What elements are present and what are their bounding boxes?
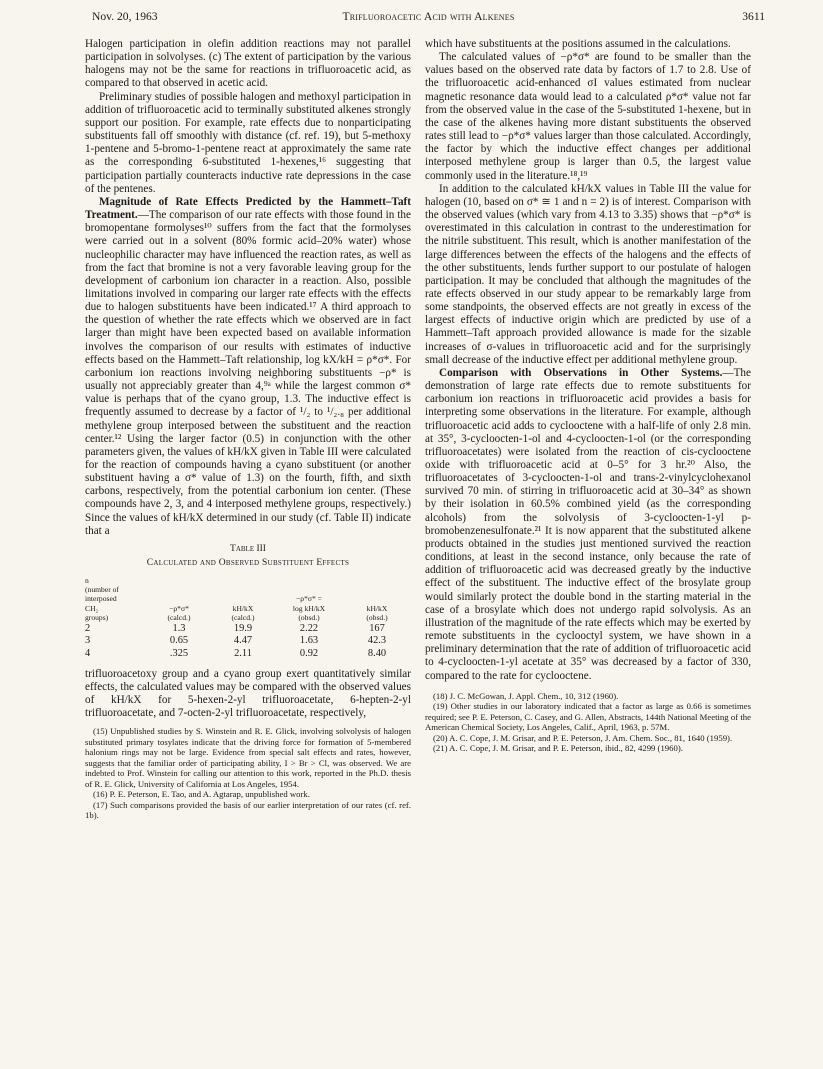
left-column bbox=[85, 38, 411, 821]
table-cell: 1.3 bbox=[172, 622, 186, 634]
section-body: —The comparison of our rate effects with those found in the bromopentane formolyses¹⁰ suffers from the fact that the formolyses were carried out in a solvent (80% formic acid–20% water) whose nucleophilic character may have influenced the reaction rates, as well as from the fact that bromine is not a very favorable leaving group for the development of carbonium ion character in a reaction. Also, possible limitations involved in comparing our larger rate effects with the effects due to halogen substituents have been indicated.¹⁷ A third approach to the question of whether the rate effects which we observed are in fact larger than might have been expected based on available information involves the comparison of our results with estimates of inductive effects based on the Hammett–Taft relationship, log kX/kH = ρ*σ*. For carbonium ion reactions involving neighboring substituents −ρ* is usually not appreciably greater than 4,⁹ᵃ while the largest common σ* value is perhaps that of the cyano group, 1.3. The inductive effect is frequently assumed to decrease by a factor of ¹/₂ to ¹/₂.₈ per additional methylene group interposed between the substituent and the reaction center.¹² Using the larger factor (0.5) in conjunction with the other parameters given, the values of kH/kX given in Table III were calculated for the reaction of compounds having a cyano substituent (or another substituent having a σ* value of 1.3) on the fourth, fifth, and sixth carbons, respectively, from the potential carbonium ion center. (These compounds have 2, 3, and 4 interposed methylene groups, respectively.) Since the values of kH/kX determined in our study (cf. Table II) indicate that a bbox=[85, 209, 411, 537]
paragraph: Halogen participation in olefin addition reactions may not parallel participation in solvolyses. (c) The extent of participation by the various halogens may not be the same for reactions in trifluoroacetic acid, as compared to that observed in acetic acid. bbox=[85, 38, 411, 90]
table-header-cell: kH/kX (calcd.) bbox=[231, 603, 255, 622]
footnote: (19) Other studies in our laboratory indicated that a factor as large as 0.66 is sometimes required; see P. E. Peterson, C. Casey, and G. Allen, Abstracts, 144th National Meeting of the American Chemical Society, Los Angeles, Calif., April, 1963, p. 57M. bbox=[425, 701, 751, 733]
paragraph: trifluoroacetoxy group and a cyano group exert quantitatively similar effects, the calculated values may be compared with the observed values of kH/kX for 5-hexen-2-yl trifluoroacetate, 6-hepten-2-yl trifluoroacetate, and 7-octen-2-yl trifluoroacetate, respectively, bbox=[85, 667, 411, 720]
footnote: (18) J. C. McGowan, J. Appl. Chem., 10, 312 (1960). bbox=[433, 690, 619, 701]
table-body bbox=[85, 623, 411, 660]
header-title: Trifluoroacetic Acid with Alkenes bbox=[342, 10, 515, 23]
footnote: (17) Such comparisons provided the basis of our earlier interpretation of our rates (cf. ref. 1b). bbox=[85, 799, 411, 821]
right-column bbox=[425, 38, 751, 754]
footnote: (20) A. C. Cope, J. M. Grisar, and P. E. Peterson, J. Am. Chem. Soc., 81, 1640 (1959). bbox=[433, 732, 733, 743]
table-header-cell: n (number of interposed CH₂ groups) bbox=[85, 575, 119, 622]
table-row bbox=[85, 635, 411, 647]
table-header-row bbox=[85, 576, 411, 622]
table-cell: 1.63 bbox=[299, 635, 319, 647]
paragraph: In addition to the calculated kH/kX values in Table III the value for halogen (10, based on σ* ≅ 1 and n = 2) is of interest. Comparison with the observed values (which vary from 4.13 to 3.35) shows that −ρ*σ* is overestimated in this calculation in contrast to the underestimation for the nitrile substituent. This result, which is another manifestation of the large differences between the effects of the halogens and the effects of the other substituents, lends further support to our postulate of halogen participation. It may be concluded that although the magnitudes of the rate effects observed in our study appear to be remarkably large from some standpoints, the observed effects are not greatly in excess of the largest effects of inductive origin which are predicted by use of a Hammett–Taft approach provided allowance is made for the sizable increases of σ-values in trifluoroacetic acid and for the surprisingly small decrease of the inductive effect per additional methylene group. bbox=[425, 182, 751, 366]
table-cell: 19.9 bbox=[233, 622, 253, 634]
paragraph: Preliminary studies of possible halogen and methoxyl participation in addition of trifluoroacetic acid to terminally substituted alkenes strongly support our position. For example, rate effects due to nonparticipating substituents fall off smoothly with distance (cf. ref. 19), but 5-methoxy 1-pentene and 5-bromo-1-pentene react at approximately the same rate as the corresponding 6-substituted 1-hexenes,¹⁶ suggesting that participation partially counteracts inductive rate depressions in the case of the pentenes. bbox=[85, 90, 411, 195]
table-iii bbox=[85, 544, 411, 660]
table-cell: 0.65 bbox=[169, 635, 189, 647]
footnotes-right bbox=[425, 691, 751, 754]
footnote: (21) A. C. Cope, J. M. Grisar, and P. E. Peterson, ibid., 82, 4299 (1960). bbox=[433, 743, 683, 754]
section-paragraph bbox=[425, 367, 751, 683]
section-heading: Comparison with Observations in Other Systems. bbox=[439, 366, 723, 379]
section-heading: Magnitude of Rate Effects Predicted by the Hammett–Taft Treatment. bbox=[85, 195, 411, 222]
table-row bbox=[85, 623, 411, 635]
paragraph: The calculated values of −ρ*σ* are found to be smaller than the values based on the observed rate data by factors of 1.7 to 2.8. Use of the trifluoroacetic acid-enhanced σI values estimated from nuclear magnetic resonance data would lead to a calculated ρ*σ* value not far from the observed value in the case of the 5-substituted 1-hexene, but in the case of the alkenes having more distant substituents the observed rates still lead to −ρ*σ* values larger than those calculated. Accordingly, the factor by which the inductive effect changes per additional interposed methylene group is larger than 0.5, the largest value commonly used in the literature.¹⁸,¹⁹ bbox=[425, 51, 751, 182]
paragraph: which have substituents at the positions assumed in the calculations. bbox=[425, 38, 731, 50]
table-cell: .325 bbox=[169, 647, 189, 659]
table-cell: 2.22 bbox=[299, 622, 319, 634]
table-cell: 2 bbox=[85, 622, 91, 634]
section-paragraph bbox=[85, 196, 411, 538]
table-label: Table III bbox=[230, 543, 266, 554]
table-cell: 4.47 bbox=[233, 635, 253, 647]
section-body: —The demonstration of large rate effects due to remote substituents for carbonium ion reactions in trifluoroacetic acid provides a basis for interpreting some observations in the literature. For example, although trifluoroacetic acid adds to cyclooctene with a half-life of only 2.8 min. at 35°, 3-cycloocten-1-ol and 4-cycloocten-1-ol (or the corresponding trifluoroacetates) were isolated from the reaction of cis-cyclooctene oxide with trifluoroacetic acid at 0–5° for 3 hr.²⁰ Also, the trifluoroacetates of 3-cycloocten-1-ol and trans-2-vinylcyclohexanol survived 70 min. of stirring in trifluoroacetic acid at 30–34° as shown by their isolation in 60.5% combined yield (as the corresponding alcohols) from the solvolysis of 3-cycloocten-1-yl p-bromobenzenesulfonate.²¹ It is now apparent that the substituted alkene products obtained in the studies just mentioned survived the reaction conditions, at least in the second instance, only because the rate of addition of trifluoroacetic acid was decreased greatly by the inductive effect of the substituent. The inductive effect of the brosylate group would similarly protect the double bond in the starting material in the case of a brosylate which does not undergo rapid solvolysis. As an illustration of the magnitude of the rate effects which may be exerted by remote substituents in the cyclooctyl system, we have shown in a preliminary determination that the rate of addition of trifluoroacetic acid to 4-cycloocten-1-yl acetate at 35° was decreased by a factor of 330, compared to the rate for cyclooctene. bbox=[425, 366, 751, 682]
table-cell: 42.3 bbox=[367, 635, 387, 647]
footnote: (15) Unpublished studies by S. Winstein and R. E. Glick, involving solvolysis of halogen substituted primary tosylates indicate that the driving force for formation of 5-membered halonium rings may not be large. Evidence from special salt effects and rates, however, suggests that the familiar order of participating ability, I > Br > Cl, was observed. We are indebted to Prof. Winstein for calling our attention to this work, reported in the Ph.D. thesis of R. E. Glick, University of California at Los Angeles, 1954. bbox=[85, 726, 411, 789]
table-row bbox=[85, 648, 411, 660]
table-header-cell: −ρ*σ* = log kH/kX (obsd.) bbox=[292, 594, 326, 622]
table-cell: 0.92 bbox=[299, 647, 319, 659]
header-page-number: 3611 bbox=[742, 10, 765, 23]
footnote: (16) P. E. Peterson, E. Tao, and A. Agtarap, unpublished work. bbox=[93, 789, 310, 800]
table-cell: 167 bbox=[369, 622, 385, 634]
table-cell: 4 bbox=[85, 647, 91, 659]
page-header bbox=[92, 10, 765, 28]
footnotes-left bbox=[85, 726, 411, 821]
table-caption: Calculated and Observed Substituent Effects bbox=[146, 557, 350, 568]
table-header-cell: kH/kX (obsd.) bbox=[366, 603, 388, 622]
header-date: Nov. 20, 1963 bbox=[92, 10, 158, 23]
table-header-cell: −ρ*σ* (calcd.) bbox=[167, 603, 191, 622]
table-cell: 3 bbox=[85, 635, 91, 647]
table-cell: 8.40 bbox=[367, 647, 387, 659]
table-cell: 2.11 bbox=[234, 647, 252, 659]
